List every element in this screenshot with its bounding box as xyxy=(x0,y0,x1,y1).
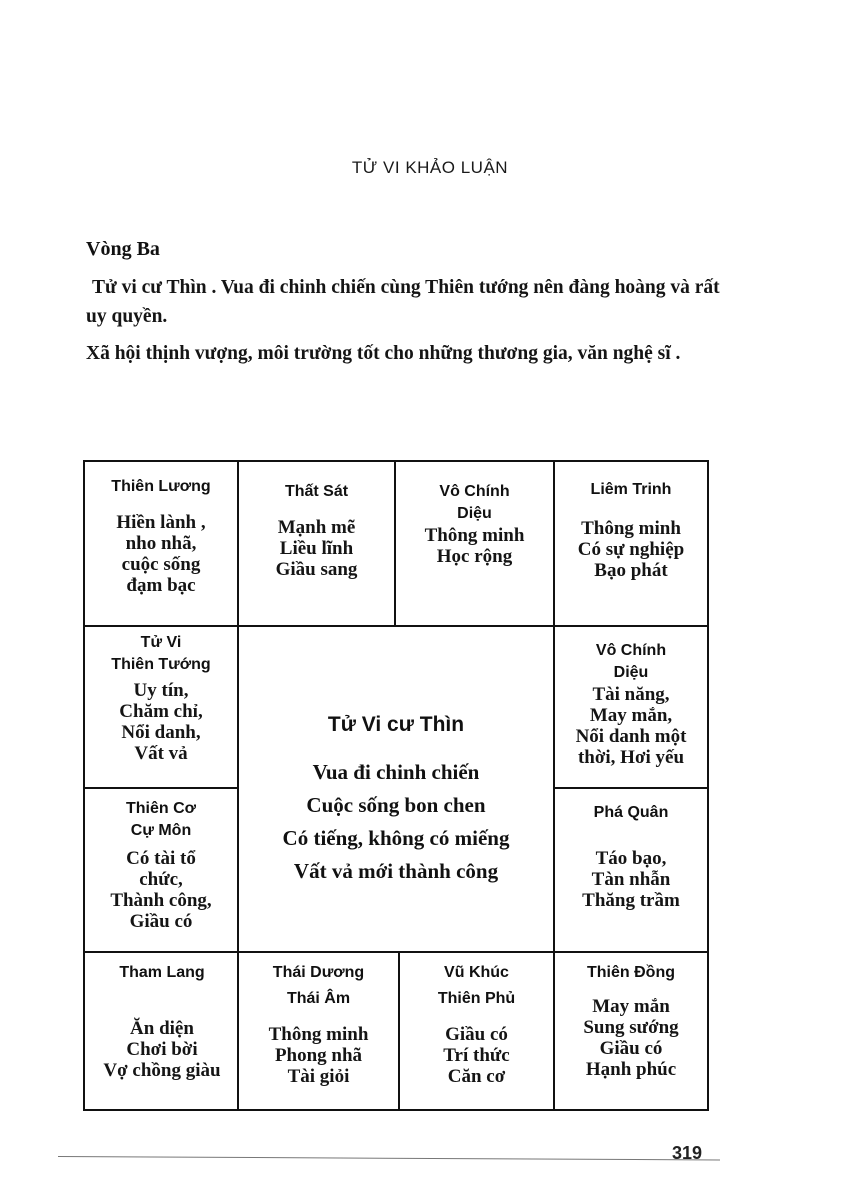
star-name: Tham Lang xyxy=(119,964,205,981)
trait: Chăm chỉ, xyxy=(119,701,203,722)
trait: Có sự nghiệp xyxy=(577,539,685,560)
trait: chức, xyxy=(139,869,183,890)
trait: Nổi danh một xyxy=(575,726,687,747)
paragraph-1: Tử vi cư Thìn . Vua đi chinh chiến cùng Thiên tướng nên đàng hoàng và rất uy quyền. xyxy=(86,277,720,327)
trait: Liều lĩnh xyxy=(279,538,354,559)
trait: Nổi danh, xyxy=(121,722,201,743)
horoscope-chart xyxy=(83,460,709,1111)
trait: Chơi bời xyxy=(126,1039,198,1060)
trait: Giầu có xyxy=(599,1038,663,1059)
center-line: Vua đi chinh chiến xyxy=(312,760,480,784)
star-name: Vô Chính xyxy=(595,642,667,659)
star-name: Thái Dương xyxy=(272,964,365,981)
trait: Thông minh xyxy=(581,518,681,539)
center-line: Cuộc sống bon chen xyxy=(306,793,486,817)
paragraph-2: Xã hội thịnh vượng, môi trường tốt cho những thương gia, văn nghệ sĩ . xyxy=(86,343,681,364)
trait: Táo bạo, xyxy=(595,848,667,869)
trait: Vất vả xyxy=(134,743,188,764)
star-name: Diệu xyxy=(613,664,649,681)
trait: Uy tín, xyxy=(133,680,189,701)
trait: Vợ chồng giàu xyxy=(103,1060,221,1081)
trait: Mạnh mẽ xyxy=(277,517,356,538)
center-line: Vất vả mới thành công xyxy=(293,859,499,883)
trait: Trí thức xyxy=(443,1045,510,1066)
trait: Thông minh xyxy=(268,1024,369,1045)
palace-vo-chinh-dieu-right xyxy=(555,640,707,768)
grid-line xyxy=(85,787,238,789)
trait: cuộc sống xyxy=(121,554,201,575)
trait: Học rộng xyxy=(436,546,513,567)
trait: Hạnh phúc xyxy=(585,1059,677,1080)
star-name: Vô Chính xyxy=(439,483,510,500)
star-name: Thiên Phủ xyxy=(437,990,516,1007)
center-summary xyxy=(239,712,553,888)
star-name: Cự Môn xyxy=(130,822,192,839)
trait: Tài giỏi xyxy=(287,1066,350,1087)
trait: Sung sướng xyxy=(583,1017,679,1038)
trait: Bạo phát xyxy=(594,560,668,581)
star-name: Thiên Đồng xyxy=(587,964,675,981)
palace-vo-chinh-dieu-top xyxy=(396,481,553,567)
page-number: 319 xyxy=(672,1143,703,1163)
running-head: TỬ VI KHẢO LUẬN xyxy=(351,158,509,177)
palace-thien-dong xyxy=(555,962,707,1080)
trait: Phong nhã xyxy=(274,1045,363,1066)
star-name: Thất Sát xyxy=(284,483,349,500)
star-name: Phá Quân xyxy=(593,804,669,821)
trait: Thông minh xyxy=(424,525,525,546)
trait: Tàn nhẫn xyxy=(591,869,671,890)
grid-line xyxy=(554,787,707,789)
trait: Thành công, xyxy=(110,890,212,911)
star-name: Vũ Khúc xyxy=(444,964,509,981)
trait: Tài năng, xyxy=(592,684,670,705)
trait: Có tài tổ xyxy=(126,848,196,869)
trait: đạm bạc xyxy=(126,575,196,596)
star-name: Thái Âm xyxy=(286,990,351,1007)
palace-thien-co-cu-mon xyxy=(85,798,237,932)
trait: Hiền lành , xyxy=(116,512,206,533)
trait: thời, Hơi yếu xyxy=(577,747,685,768)
star-name: Thiên Lương xyxy=(111,478,211,495)
star-name: Tử Vi xyxy=(140,634,182,651)
trait: Căn cơ xyxy=(447,1066,506,1087)
trait: nho nhã, xyxy=(125,533,197,554)
trait: May mắn, xyxy=(589,705,673,726)
trait: Giầu có xyxy=(129,911,193,932)
palace-liem-trinh xyxy=(555,479,707,581)
trait: Thăng trầm xyxy=(582,890,680,911)
palace-that-sat xyxy=(239,481,394,580)
trait: Ăn diện xyxy=(130,1018,194,1039)
star-name: Thiên Tướng xyxy=(111,656,211,673)
trait: Giầu có xyxy=(445,1024,508,1045)
palace-thai-duong-thai-am xyxy=(239,962,398,1087)
trait: Giầu sang xyxy=(275,559,358,580)
trait: May mắn xyxy=(592,996,670,1017)
palace-tham-lang xyxy=(85,962,239,1081)
center-title: Tử Vi cư Thìn xyxy=(327,713,465,736)
palace-tu-vi-thien-tuong xyxy=(85,632,237,764)
grid-line xyxy=(85,951,707,953)
star-name: Diệu xyxy=(457,505,492,522)
star-name: Liêm Trinh xyxy=(590,481,672,498)
grid-line xyxy=(85,625,707,627)
palace-thien-luong xyxy=(85,476,237,596)
center-line: Có tiếng, không có miếng xyxy=(282,826,510,850)
palace-pha-quan xyxy=(555,802,707,911)
footer-rule xyxy=(58,1156,720,1160)
palace-vu-khuc-thien-phu xyxy=(400,962,553,1087)
star-name: Thiên Cơ xyxy=(125,800,197,817)
section-title: Vòng Ba xyxy=(86,238,160,260)
